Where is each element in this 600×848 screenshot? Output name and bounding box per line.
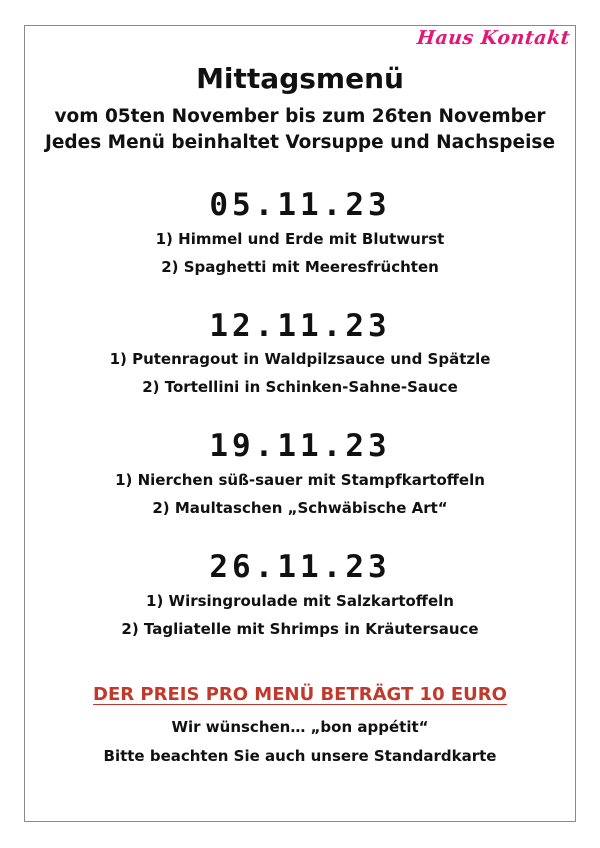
menu-dish: 1) Wirsingroulade mit Salzkartoffeln [146,592,454,610]
subtitle-period: vom 05ten November bis zum 26ten November [54,106,546,127]
menu-dish: 1) Putenragout in Waldpilzsauce und Spätzle [109,350,491,368]
menu-date: 19.11.23 [209,428,391,464]
menu-date: 12.11.23 [209,308,391,344]
menu-date: 26.11.23 [209,549,391,585]
menu-dish: 1) Nierchen süß-sauer mit Stampfkartoffeln [115,471,485,489]
standard-menu-note: Bitte beachten Sie auch unsere Standardkarte [103,747,497,765]
menu-dish: 2) Spaghetti mit Meeresfrüchten [161,258,439,276]
menu-dish: 2) Maultaschen „Schwäbische Art“ [152,499,448,517]
wish-text: Wir wünschen… „bon appétit“ [171,718,429,736]
subtitle-includes: Jedes Menü beinhaltet Vorsuppe und Nachspeise [44,132,555,153]
menu-dish: 2) Tagliatelle mit Shrimps in Kräutersauce [121,620,479,638]
menu-dish: 1) Himmel und Erde mit Blutwurst [155,230,445,248]
brand-logo: Haus Kontakt [415,27,572,49]
page-title: Mittagsmenü [196,62,404,95]
menu-dish: 2) Tortellini in Schinken-Sahne-Sauce [142,378,458,396]
price-note: DER PREIS PRO MENÜ BETRÄGT 10 EURO [93,684,507,705]
menu-date: 05.11.23 [209,187,391,223]
